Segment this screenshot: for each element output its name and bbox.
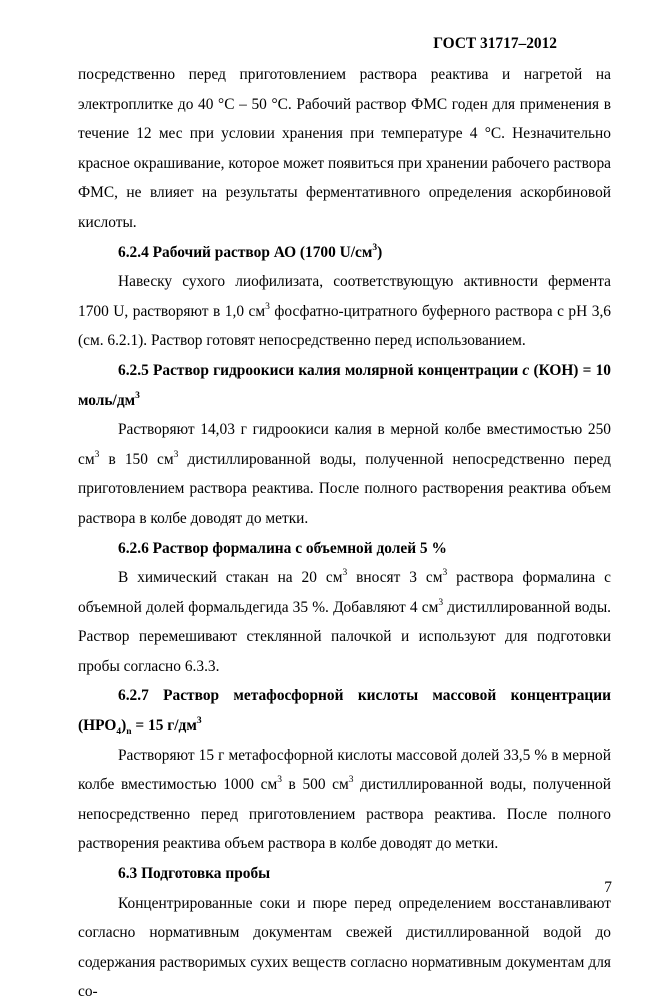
heading-text: (КОН) = 10 моль/дм xyxy=(78,361,611,409)
superscript: 3 xyxy=(277,775,282,786)
paragraph-6-2-6 xyxy=(78,563,611,681)
superscript: 3 xyxy=(372,242,378,253)
superscript: 3 xyxy=(265,301,270,312)
paragraph-6-3: Концентрированные соки и пюре перед определением восстанавливают согласно нормативным документам свежей дистиллированной водой до содержания растворимых сухих веществ согласно нормативным документам для со- xyxy=(78,894,611,1001)
body-text: дистиллированной воды. Раствор перемешивают стеклянной палочкой и используют для подготовки пробы согласно 6.3.3. xyxy=(78,598,612,675)
heading-text: 6.2.4 Рабочий раствор АО (1700 U/см xyxy=(118,243,373,261)
heading-text: 6.2.7 Раствор метафосфорной кислоты массовой концентрации (НРО xyxy=(78,687,611,735)
paragraph-continuation: посредственно перед приготовлением раствора реактива и нагретой на электроплитке до 40 °С – 50 °С. Рабочий раствор ФМС годен для применения в течение 12 мес при условии хранения при температуре 4 °С. Незначительно красное окрашивание, которое может появиться при хранении рабочего раствора ФМС, не влияет на результаты ферментативного определения аскорбиновой кислоты. xyxy=(78,66,611,231)
section-heading-6-2-7 xyxy=(78,681,611,740)
subscript: 4 xyxy=(116,727,122,738)
body-text: раствора формалина с объемной долей формальдегида 35 %. Добавляют 4 см xyxy=(78,569,612,616)
page-content xyxy=(78,60,611,1007)
body-text: дистиллированной воды, полученной непосредственно перед приготовлением раствора реактива. После полного растворения реактива объем раствора в колбе доводят до метки. xyxy=(78,776,612,853)
section-heading-6-3: 6.3 Подготовка пробы xyxy=(118,865,271,883)
heading-text: ) xyxy=(121,717,127,735)
document-header: ГОСТ 31717–2012 xyxy=(433,35,557,52)
body-text: в 150 см xyxy=(99,450,174,468)
superscript: 3 xyxy=(94,449,100,460)
heading-italic-symbol: с xyxy=(522,361,530,379)
heading-text: 6.2.5 Раствор гидроокиси калия молярной концентрации xyxy=(118,361,523,379)
superscript: 3 xyxy=(442,568,448,579)
body-text: В химический стакан на 20 см xyxy=(118,569,343,587)
subscript: n xyxy=(126,727,132,738)
paragraph-6-2-4 xyxy=(78,267,611,356)
page-number: 7 xyxy=(604,879,612,896)
paragraph-6-2-7 xyxy=(78,741,611,859)
body-text: в 500 см xyxy=(281,776,349,794)
section-heading-6-2-5 xyxy=(78,356,611,415)
superscript: 3 xyxy=(196,716,202,727)
body-text: Растворяют 15 г метафосфорной кислоты массовой долей 33,5 % в мерной колбе вместимостью 1000 см xyxy=(78,746,611,794)
superscript: 3 xyxy=(342,568,348,579)
body-text: вносят 3 см xyxy=(347,569,443,587)
heading-text: ) xyxy=(377,243,383,261)
superscript: 3 xyxy=(173,449,179,460)
body-text: дистиллированной воды, полученной непосредственно перед приготовлением раствора реактива. После полного растворения реактива объем раствора в колбе доводят до метки. xyxy=(78,450,611,527)
section-heading-6-2-6: 6.2.6 Раствор формалина с объемной долей 5 % xyxy=(118,539,447,557)
paragraph-6-2-5 xyxy=(78,415,611,533)
heading-text: = 15 г/дм xyxy=(131,717,197,735)
body-text: Навеску сухого лиофилизата, соответствующую активности фермента 1700 U, растворяют в 1,0 см xyxy=(78,273,611,320)
superscript: 3 xyxy=(348,775,354,786)
body-text: Растворяют 14,03 г гидроокиси калия в мерной колбе вместимостью 250 см xyxy=(78,421,611,468)
superscript: 3 xyxy=(135,390,140,401)
body-text: фосфатно-цитратного буферного раствора с рН 3,6 (см. 6.2.1). Раствор готовят непосредственно перед использованием. xyxy=(78,302,611,350)
section-heading-6-2-4 xyxy=(78,238,611,268)
superscript: 3 xyxy=(438,597,444,608)
